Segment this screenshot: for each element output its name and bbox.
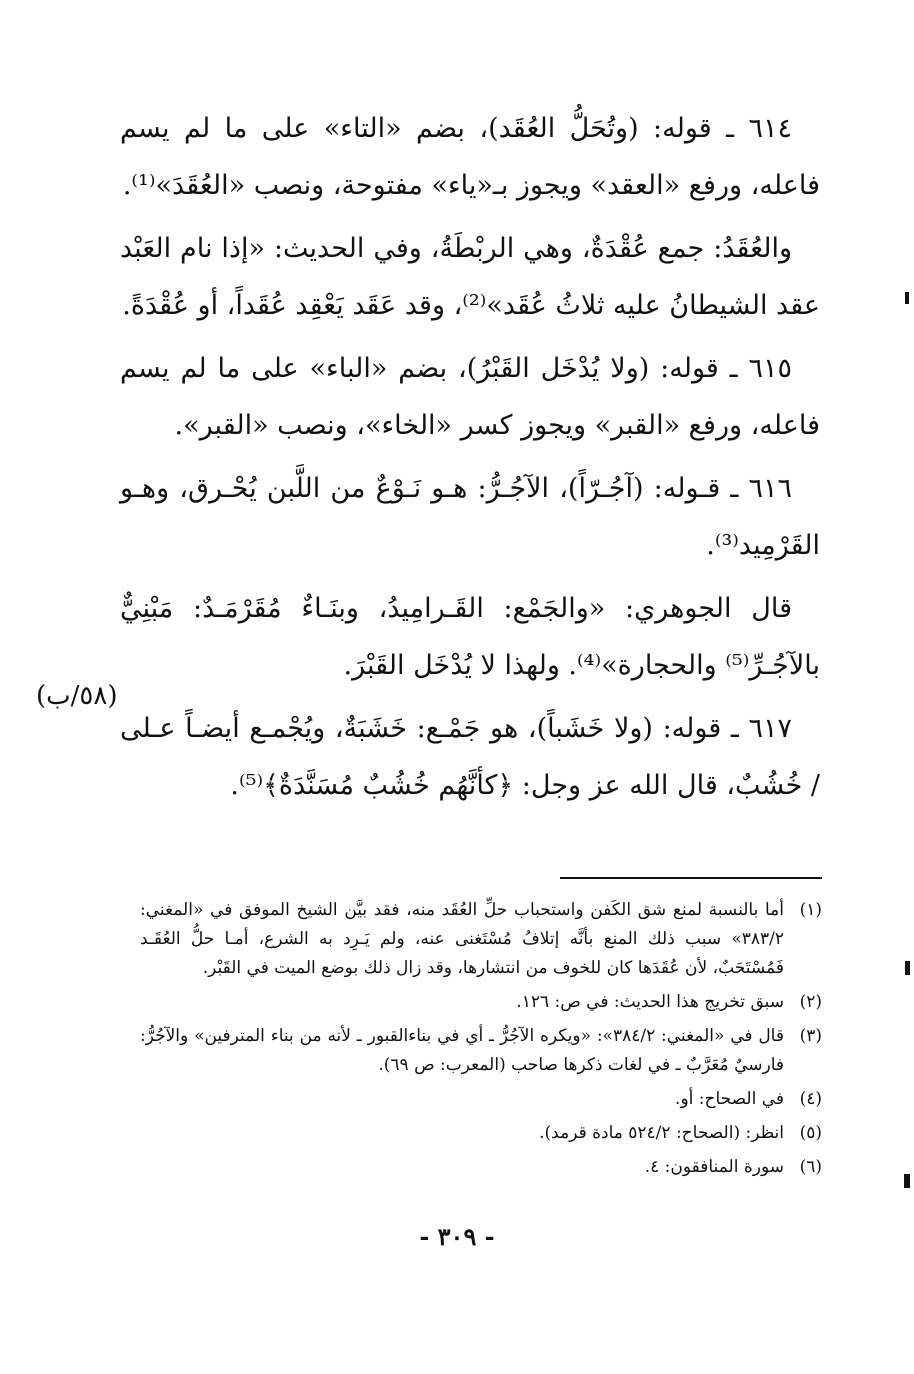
footnote-text: سبق تخريج هذا الحديث: في ص: ١٢٦. [516,992,784,1012]
footnote-number: (٤) [799,1089,822,1109]
footnote-divider [560,877,822,879]
footnote-3 [140,1022,822,1080]
footnote-5 [140,1119,822,1148]
footnote-text: أما بالنسبة لمنع شق الكَفن واستحباب حلِّ العُقَد منه، فقد بيَّن الشيخ الموفق في «المغني: ٣٨٣/٢» سبب ذلك المنع بأنَّه إتلافُ مُسْتَغنى عنه، ولم يَـرِد به الشرع، أمـا حلُّ العُقَـد فَمُسْتَحَبٌ، لأن عُقَدَها كان للخوف من انتشارها، وقد زال ذلك بوضع الميت في القَبْر. [140,900,784,978]
scan-edge-mark [905,292,909,304]
footnote-number: (٢) [799,992,822,1012]
scan-edge-mark [905,961,910,975]
footnote-number: (٣) [799,1026,822,1046]
footnote-text: سورة المنافقون: ٤. [644,1157,784,1177]
footnote-text: انظر: (الصحاح: ٥٢٤/٢ مادة قرمد). [539,1123,784,1143]
footnote-number: (٥) [799,1123,822,1143]
page-number: - ٣٠٩ - [419,1222,495,1251]
paragraph-616: ٦١٦ ـ قـوله: (آجُـرّاً)، الآجُـرُّ: هـو نَـوْعٌ من اللَّبن يُحْـرق، وهـو القَرْمِيد⁽³⁾. [120,473,820,561]
footnote-text: قال في «المغني: ٣٨٤/٢»: «ويكره الآجُرُّ ـ أي في بناءالقبور ـ لأنه من بناء المترفين» والآجُرُّ: فارسيٌ مُعَرَّبٌ ـ في لغات ذكرها صاحب (المعرب: ص ٦٩). [140,1026,784,1075]
paragraph-615: ٦١٥ ـ قوله: (ولا يُدْخَل القَبْرُ)، بضم «الباء» على ما لم يسم فاعله، ورفع «القبر» ويجوز كسر «الخاء»، ونصب «القبر». [120,353,820,441]
paragraph-uqad-definition: والعُقَدُ: جمع عُقْدَةٌ، وهي الربْطَةُ، وفي الحديث: «إذا نام العَبْد عقد الشيطانُ عليه ثلاثُ عُقَد»⁽²⁾، وقد عَقَد يَعْقِد عُقَداً، أو عُقْدَةً. [120,233,820,321]
paragraph-jawhari-quote: قال الجوهري: «والجَمْع: القَـرامِيدُ، وبنَـاءٌ مُقَرْمَـدٌ: مَبْنِيٌّ بالآجُـرِّ⁽⁵⁾ والحجارة»⁽⁴⁾. ولهذا لا يُدْخَل القَبْرَ. [120,593,820,681]
manuscript-folio-note: (٥٨/ب) [36,681,118,711]
scan-edge-mark [904,1174,910,1188]
footnote-2 [140,988,822,1017]
footnotes [140,896,822,1187]
footnote-4 [140,1085,822,1114]
footnote-number: (١) [799,900,822,920]
paragraph-617: ٦١٧ ـ قوله: (ولا خَشَباً)، هو جَمْـع: خَشَبَةٌ، ويُجْمـع أيضـاً عـلى / خُشُبٌ، قال الله عز وجل: ﴿كأنَّهُم خُشُبٌ مُسَنَّدَةٌ﴾⁽⁵⁾. [120,713,820,801]
paragraph-614: ٦١٤ ـ قوله: (وتُحَلُّ العُقَد)، بضم «التاء» على ما لم يسم فاعله، ورفع «العقد» ويجوز بـ«ياء» مفتوحة، ونصب «العُقَدَ»⁽¹⁾. [120,113,820,201]
main-text [120,100,820,814]
footnote-6 [140,1153,822,1182]
footnote-number: (٦) [799,1157,822,1177]
footnote-text: في الصحاح: أو. [675,1089,784,1109]
footnote-1 [140,896,822,983]
